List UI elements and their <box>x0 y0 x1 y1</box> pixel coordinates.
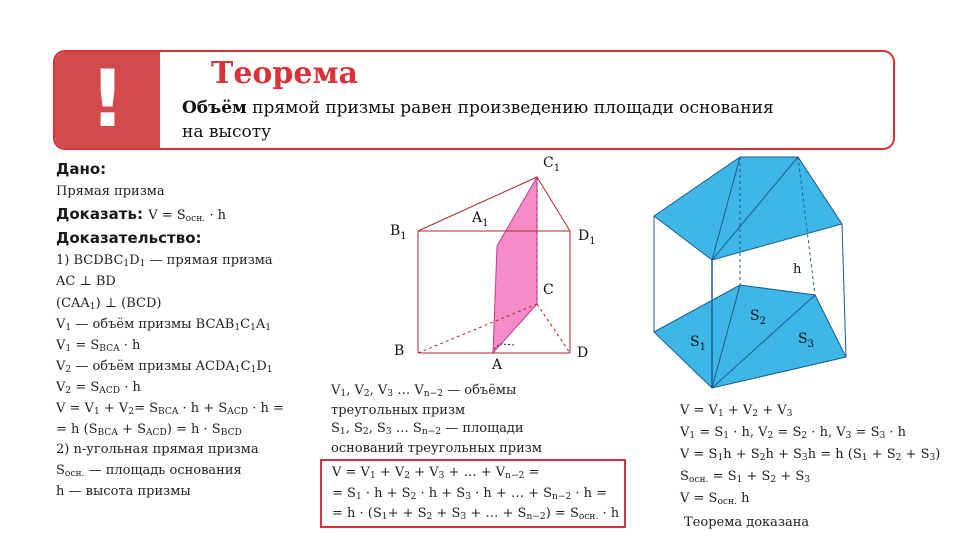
proof-line-5: $V_1 = S_{BCA} \cdot h$ <box>56 338 141 354</box>
statement-bold: Объём <box>182 98 247 118</box>
theorem-statement <box>182 96 862 144</box>
proof-line-10: 2) n-угольная прямая призма <box>56 442 259 457</box>
prism-figure-2 <box>650 155 950 395</box>
bottom-base <box>654 285 846 388</box>
label-s2: $S_2$ <box>750 308 766 327</box>
label-b1: $B_1$ <box>390 223 407 242</box>
label-s3: $S_3$ <box>798 331 814 350</box>
proof-heading: Доказательство: <box>56 229 202 247</box>
mid-line-1: $V_1$, $V_2$, $V_3$ … $V_{n-2}$ — объёмы <box>331 383 517 399</box>
right-line-1: $V = V_1 + V_2 + V_3$ <box>680 403 793 419</box>
mid-line-3: $S_1$, $S_2$, $S_3$ … $S_{n-2}$ — площади <box>331 421 524 437</box>
box-line-2: = $S_1 \cdot h + S_2 \cdot h + S_3 \cdot h$ + … + $S_{n-2} \cdot h$ = <box>332 486 608 502</box>
mid-line-4: оснований треугольных призм <box>331 441 542 456</box>
label-c1: $C_1$ <box>543 155 561 174</box>
section-plane <box>493 177 537 353</box>
box-line-1: $V = V_1 + V_2 + V_3$ + … + $V_{n-2}$ = <box>332 465 540 481</box>
box-line-3: = $h \cdot (S_1+ + S_2 + S_3$ + … + $S_{n-2}) = S_{осн.} \cdot h$ <box>332 506 620 522</box>
label-c: C <box>543 282 554 298</box>
right-line-3: $V = S_1h + S_2h + S_3h = h$ $(S_1 + S_2 + S_3)$ <box>680 447 941 463</box>
right-line-4: $S_{осн.} = S_1 + S_2 + S_3$ <box>680 469 811 485</box>
prove-heading: Доказать: $V = S_{осн.} \cdot h$ <box>56 205 226 224</box>
proof-line-8: $V = V_1 + V_2= S_{BCA} \cdot h + S_{ACD} \cdot h$ = <box>56 401 284 417</box>
given-text: Прямая призма <box>56 184 165 199</box>
mid-line-2: треугольных призм <box>331 403 466 418</box>
label-d: D <box>577 345 589 361</box>
proof-line-4: $V_1$ — объём призмы $BCAB_1C_1A_1$ <box>56 317 272 333</box>
proof-line-12: h — высота призмы <box>56 484 191 499</box>
proof-line-7: $V_2 = S_{ACD} \cdot h$ <box>56 380 141 396</box>
proof-line-11: $S_{осн.}$ — площадь основания <box>56 463 242 479</box>
proof-line-9: = h $(S_{BCA} + S_{ACD}) = h \cdot S_{BCD}$ <box>56 422 242 438</box>
label-a: A <box>492 357 503 370</box>
prism-figure-1 <box>380 150 610 370</box>
statement-line2: на высоту <box>182 122 272 142</box>
theorem-proven: Теорема доказана <box>684 515 810 530</box>
exclamation-icon: ! <box>55 52 160 148</box>
theorem-banner <box>53 50 895 150</box>
label-b: B <box>394 343 405 359</box>
label-a1: $A_1$ <box>472 210 489 229</box>
right-line-5: $V = S_{осн.}$ h <box>680 491 750 507</box>
right-line-2: $V_1 = S_1 \cdot h$, $V_2 = S_2 \cdot h$, $V_3 = S_3 \cdot h$ <box>680 425 907 441</box>
theorem-title: Теорема <box>211 56 358 91</box>
label-d1: $D_1$ <box>578 228 596 247</box>
statement-line1: прямой призмы равен произведению площади основания <box>246 98 774 118</box>
proof-line-2: AC ⊥ BD <box>56 274 116 289</box>
proof-line-3: $(CAA_1)$ ⊥ (BCD) <box>56 296 162 312</box>
given-heading: Дано: <box>56 160 107 178</box>
label-s1: $S_1$ <box>690 334 706 353</box>
label-h: h <box>793 262 802 277</box>
top-base <box>654 157 842 260</box>
proof-line-6: $V_2$ — объём призмы $ACDA_1C_1D_1$ <box>56 359 273 375</box>
proof-line-1: 1) $BCDBC_1D_1$ — прямая призма <box>56 253 273 269</box>
